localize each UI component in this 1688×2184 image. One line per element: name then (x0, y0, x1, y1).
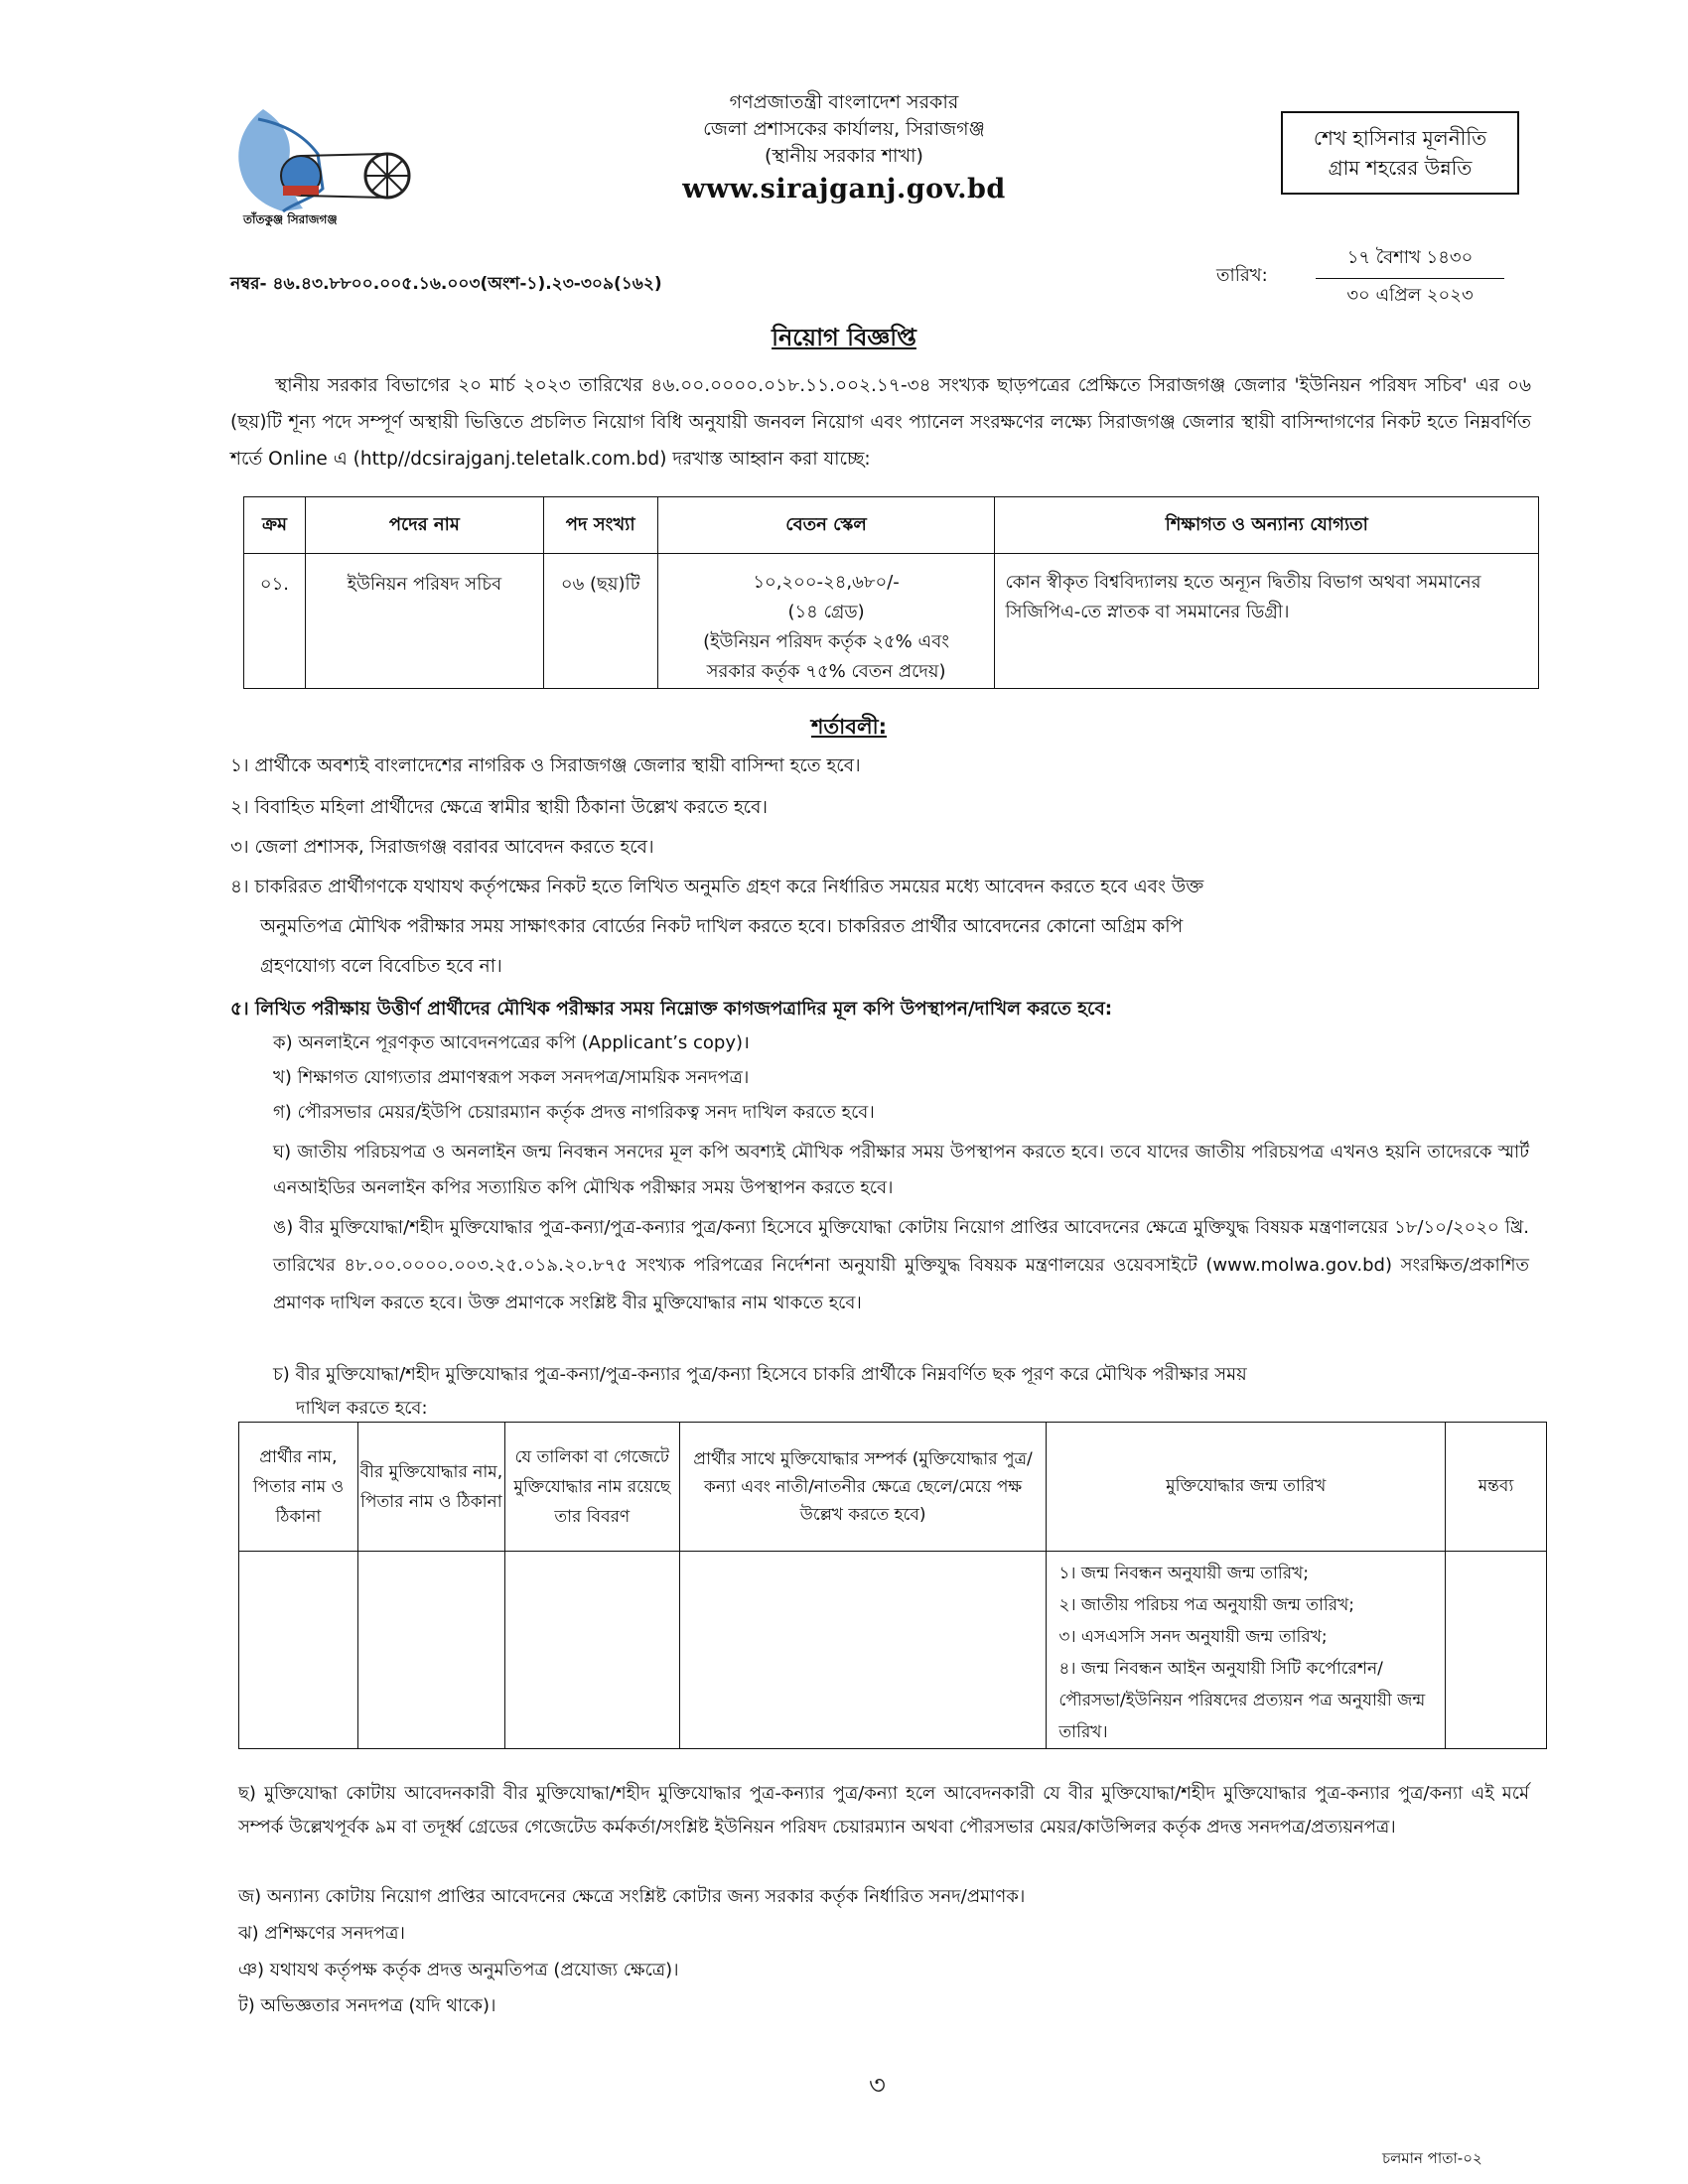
col-applicant-info: প্রার্থীর নাম, পিতার নাম ও ঠিকানা (239, 1423, 358, 1552)
birth-date-option-2: ২। জাতীয় পরিচয় পত্র অনুযায়ী জন্ম তারিখ; (1058, 1595, 1355, 1615)
pay-scale-range: ১০,২০০-২৪,৬৮০/- (753, 572, 900, 593)
post-table (243, 496, 1539, 689)
item-ta: ট) অভিজ্ঞতার সনদপত্র (যদি থাকে)। (238, 1995, 496, 2016)
continued-page-note: চলমান পাতা-০২ (1382, 2149, 1482, 2167)
item-cha-line-2: দাখিল করতে হবে: (296, 1398, 428, 1419)
condition-4-line-3: গ্রহণযোগ্য বলে বিবেচিত হবে না। (260, 956, 502, 977)
item-nya: ঞ) যথাযথ কর্তৃপক্ষ কর্তৃক প্রদত্ত অনুমতিপত্র (প্রযোজ্য ক্ষেত্রে)। (238, 1960, 679, 1980)
birth-date-option-3: ৩। এসএসসি সনদ অনুযায়ী জন্ম তারিখ; (1058, 1627, 1328, 1647)
intro-paragraph (230, 367, 1531, 478)
item-chha: ছ) মুক্তিযোদ্ধা কোটায় আবেদনকারী বীর মুক্তিযোদ্ধা/শহীদ মুক্তিযোদ্ধার পুত্র-কন্যার পুত্র/কন্যা হলে আবেদনকারী যে বীর মুক্তিযোদ্ধা/শহীদ মুক্তিযোদ্ধার পুত্র-কন্যার পুত্র/কন্যা এই মর্মে সম্পর্ক উল্লেখপূর্বক ৯ম বা তদূর্ধ্ব গ্রেডের গেজেটেড কর্মকর্তা/সংশ্লিষ্ট ইউনিয়ন পরিষদ চেয়ারম্যান অথবা পৌরসভার মেয়র/কাউন্সিলর কর্তৃক প্রদত্ত সনদপত্র/প্রত্যয়নপত্র। (238, 1783, 1529, 1838)
government-name: গণপ্রজাতন্ত্রী বাংলাদেশ সরকার (729, 91, 959, 113)
col-relationship: প্রার্থীর সাথে মুক্তিযোদ্ধার সম্পর্ক (মুক্তিযোদ্ধার পুত্র/কন্যা এবং নাতী/নাতনীর ক্ষেত্রে ছেলে/মেয়ে পক্ষ উল্লেখ করতে হবে) (679, 1423, 1047, 1552)
col-qualification: শিক্ষাগত ও অন্যান্য যোগ্যতা (995, 497, 1539, 554)
cell-relationship[interactable] (679, 1552, 1047, 1749)
condition-1: ১। প্রার্থীকে অবশ্যই বাংলাদেশের নাগরিক ও সিরাজগঞ্জ জেলার স্থায়ী বাসিন্দা হতে হবে। (230, 755, 861, 776)
office-name: জেলা প্রশাসকের কার্যালয়, সিরাজগঞ্জ (703, 118, 985, 140)
birth-date-option-1: ১। জন্ম নিবন্ধন অনুযায়ী জন্ম তারিখ; (1058, 1564, 1310, 1583)
item-cha-line-1: চ) বীর মুক্তিযোদ্ধা/শহীদ মুক্তিযোদ্ধার পুত্র-কন্যা/পুত্র-কন্যার পুত্র/কন্যা হিসেবে চাকরি প্রার্থীকে নিম্নবর্ণিত ছক পূরণ করে মৌখিক পরীক্ষার সময় (273, 1364, 1247, 1385)
letterhead (645, 89, 1043, 205)
row-qualification: কোন স্বীকৃত বিশ্ববিদ্যালয় হতে অন্যূন দ্বিতীয় বিভাগ অথবা সমমানের সিজিপিএ-তে স্নাতক বা সমমানের ডিগ্রী। (995, 554, 1539, 689)
branch-name: (স্থানীয় সরকার শাখা) (765, 145, 923, 167)
col-freedom-fighter-info: বীর মুক্তিযোদ্ধার নাম, পিতার নাম ও ঠিকানা (357, 1423, 504, 1552)
col-post-count: পদ সংখ্যা (543, 497, 657, 554)
date-bangla-text: ১৭ বৈশাখ ১৪৩০ (1346, 247, 1474, 268)
pay-note-2: সরকার কর্তৃক ৭৫% বেতন প্রদেয়) (706, 661, 946, 682)
page-signature: ৩ (869, 2071, 886, 2101)
col-gazette-details: যে তালিকা বা গেজেটে মুক্তিযোদ্ধার নাম রয়েছে তার বিবরণ (504, 1423, 679, 1552)
row-pay-scale (657, 554, 995, 689)
col-post-name: পদের নাম (305, 497, 543, 554)
pay-note-1: (ইউনিয়ন পরিষদ কর্তৃক ২৫% এবং (703, 631, 949, 652)
cell-freedom-fighter-info[interactable] (357, 1552, 504, 1749)
item-ka: ক) অনলাইনে পূরণকৃত আবেদনপত্রের কপি (Applicant’s copy)। (273, 1032, 750, 1053)
birth-date-option-4: ৪। জন্ম নিবন্ধন আইন অনুযায়ী সিটি কর্পোরেশন/পৌরসভা/ইউনিয়ন পরিষদের প্রত্যয়ন পত্র অনুযায়ী জন্ম তারিখ। (1058, 1659, 1426, 1742)
page-title: নিয়োগ বিজ্ঞপ্তি (772, 324, 916, 351)
condition-4-line-2: অনুমতিপত্র মৌখিক পরীক্ষার সময় সাক্ষাৎকার বোর্ডের নিকট দাখিল করতে হবে। চাকরিরত প্রার্থীর আবেদনের কোনো অগ্রিম কপি (260, 916, 1184, 937)
motto-line-1: শেখ হাসিনার মূলনীতি (1313, 126, 1487, 150)
condition-2: ২। বিবাহিত মহিলা প্রার্থীদের ক্ষেত্রে স্বামীর স্থায়ী ঠিকানা উল্লেখ করতে হবে। (230, 797, 769, 818)
condition-4-line-1: ৪। চাকরিরত প্রার্থীগণকে যথাযথ কর্তৃপক্ষের নিকট হতে লিখিত অনুমতি গ্রহণ করে নির্ধারিত সময়ের মধ্যে আবেদন করতে হবে এবং উক্ত (230, 877, 1204, 897)
pay-grade: (১৪ গ্রেড) (787, 602, 865, 622)
freedom-fighter-form-table (238, 1422, 1547, 1749)
col-serial: ক্রম (244, 497, 306, 554)
item-gha: ঘ) জাতীয় পরিচয়পত্র ও অনলাইন জন্ম নিবন্ধন সনদের মূল কপি অবশ্যই মৌখিক পরীক্ষার সময় উপস্থাপন করতে হবে। তবে যাদের জাতীয় পরিচয়পত্র এখনও হয়নি তাদেরকে স্মার্ট এনআইডির অনলাইন কপির সত্যায়িত কপি মৌখিক পরীক্ষার সময় উপস্থাপন করতে হবে। (273, 1142, 1529, 1198)
intro-text: স্থানীয় সরকার বিভাগের ২০ মার্চ ২০২৩ তারিখের ৪৬.০০.০০০০.০১৮.১১.০০২.১৭-৩৪ সংখ্যক ছাড়পত্রের প্রেক্ষিতে সিরাজগঞ্জ জেলার 'ইউনিয়ন পরিষদ সচিব' এর ০৬ (ছয়)টি শূন্য পদে সম্পূর্ণ অস্থায়ী ভিত্তিতে প্রচলিত নিয়োগ বিধি অনুযায়ী জনবল নিয়োগ এবং প্যানেল সংরক্ষণের লক্ষ্যে সিরাজগঞ্জ জেলার স্থায়ী বাসিন্দাগণের নিকট হতে নিম্নবর্ণিত শর্তে Online এ (http//dcsirajganj.teletalk.com.bd) দরখাস্ত আহ্বান করা যাচ্ছে: (230, 375, 1531, 470)
date-bangla (1316, 243, 1504, 279)
col-birth-date: মুক্তিযোদ্ধার জন্ম তারিখ (1047, 1423, 1446, 1552)
logo-caption: তাঁতকুঞ্জ সিরাজগঞ্জ (243, 212, 338, 226)
cell-birth-date (1047, 1552, 1446, 1749)
conditions-title: শর্তাবলী: (810, 715, 887, 739)
date-label: তারিখ: (1216, 265, 1268, 286)
website-link[interactable]: www.sirajganj.gov.bd (682, 174, 1006, 205)
row-post-count: ০৬ (ছয়)টি (543, 554, 657, 689)
motto-box (1281, 111, 1519, 195)
memo-number: নম্বর- ৪৬.৪৩.৮৮০০.০০৫.১৬.০০৩(অংশ-১).২৩-৩০৯(১৬২) (230, 274, 662, 294)
district-logo (223, 94, 442, 233)
condition-5: ৫। লিখিত পরীক্ষায় উত্তীর্ণ প্রার্থীদের মৌখিক পরীক্ষার সময় নিম্নোক্ত কাগজপত্রাদির মূল কপি উপস্থাপন/দাখিল করতে হবে: (230, 999, 1113, 1020)
item-ja: জ) অন্যান্য কোটায় নিয়োগ প্রাপ্তির আবেদনের ক্ষেত্রে সংশ্লিষ্ট কোটার জন্য সরকার কর্তৃক নির্ধারিত সনদ/প্রমাণক। (238, 1886, 1026, 1907)
row-serial: ০১. (244, 554, 306, 689)
item-kha: খ) শিক্ষাগত যোগ্যতার প্রমাণস্বরূপ সকল সনদপত্র/সাময়িক সনদপত্র। (273, 1067, 750, 1088)
item-jha: ঝ) প্রশিক্ষণের সনদপত্র। (238, 1923, 405, 1944)
date-english: ৩০ এপ্রিল ২০২৩ (1346, 285, 1474, 306)
item-uma: ঙ) বীর মুক্তিযোদ্ধা/শহীদ মুক্তিযোদ্ধার পুত্র-কন্যা/পুত্র-কন্যার পুত্র/কন্যা হিসেবে মুক্তিযোদ্ধা কোটায় নিয়োগ প্রাপ্তির আবেদনের ক্ষেত্রে মুক্তিযুদ্ধ বিষয়ক মন্ত্রণালয়ের ১৮/১০/২০২০ খ্রি. তারিখের ৪৮.০০.০০০০.০০৩.২৫.০১৯.২০.৮৭৫ সংখ্যক পরিপত্রের নির্দেশনা অনুযায়ী মুক্তিযুদ্ধ বিষয়ক মন্ত্রণালয়ের ওয়েবসাইটে (www.molwa.gov.bd) সংরক্ষিত/প্রকাশিত প্রমাণক দাখিল করতে হবে। উক্ত প্রমাণকে সংশ্লিষ্ট বীর মুক্তিযোদ্ধার নাম থাকতে হবে। (273, 1217, 1529, 1313)
cell-remarks[interactable] (1446, 1552, 1547, 1749)
row-post-name: ইউনিয়ন পরিষদ সচিব (305, 554, 543, 689)
motto-line-2: গ্রাম শহরের উন্নতি (1328, 156, 1473, 180)
cell-applicant-info[interactable] (239, 1552, 358, 1749)
condition-3: ৩। জেলা প্রশাসক, সিরাজগঞ্জ বরাবর আবেদন করতে হবে। (230, 837, 654, 858)
col-pay-scale: বেতন স্কেল (657, 497, 995, 554)
col-remarks: মন্তব্য (1446, 1423, 1547, 1552)
item-ga: গ) পৌরসভার মেয়র/ইউপি চেয়ারম্যান কর্তৃক প্রদত্ত নাগরিকত্ব সনদ দাখিল করতে হবে। (273, 1102, 875, 1123)
cell-gazette-details[interactable] (504, 1552, 679, 1749)
